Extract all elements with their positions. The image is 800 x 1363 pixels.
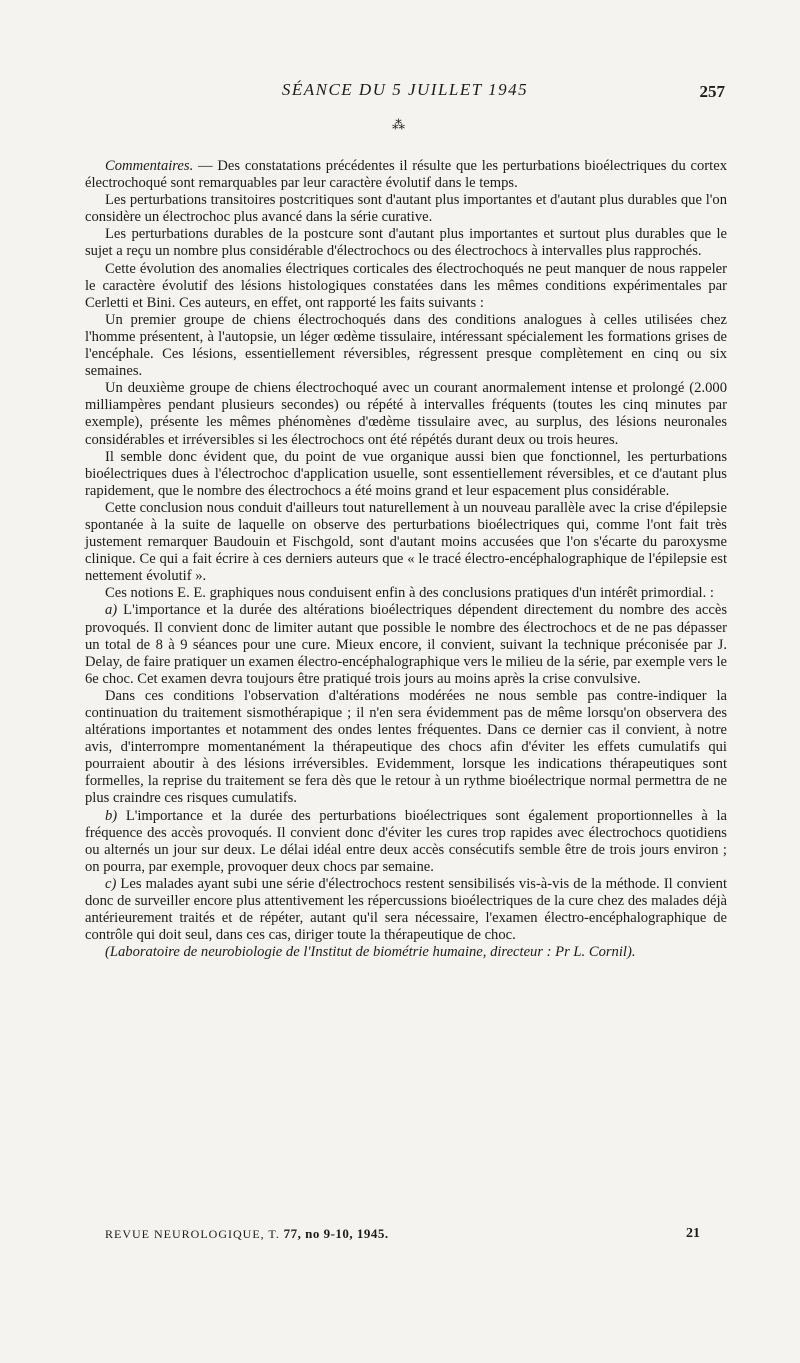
paragraph: Dans ces conditions l'observation d'altérations modérées ne nous semble pas contre-indiquer la continuation du traitement sismothérapique ; il n'en sera évidemment pas de même lorsqu'on observera des altérations importantes et notamment des ondes lentes fréquentes. Dans ce dernier cas il convient, à notre avis, d'interrompre momentanément la thérapeutique des chocs afin d'éviter les effets cumulatifs qui pourraient aboutir à des lésions irréversibles. Evidemment, lorsque les indications thérapeutiques sont formelles, la reprise du traitement se fera dès que le retour à un rythme bioélectrique normal permettra de ne plus craindre ces risques cumulatifs. [85, 687, 727, 807]
paragraph: Un deuxième groupe de chiens électrochoqué avec un courant anormalement intense et prolongé (2.000 milliampères pendant plusieurs secondes) ou répété à intervalles fréquents (toutes les cinq minutes par exemple), présente les mêmes phénomènes d'œdème tissulaire avec, au surplus, des lésions neuronales considérables et irréversibles si les électrochocs ont été répétés durant deux ou trois heures. [85, 380, 727, 448]
paragraph: Cette évolution des anomalies électriques corticales des électrochoqués ne peut manquer de nous rappeler le caractère évolutif des lésions histologiques constatées dans les mêmes conditions expérimentales par Cerletti et Bini. Ces auteurs, en effet, ont rapporté les faits suivants : [85, 260, 727, 311]
page-number: 257 [699, 82, 725, 101]
page-header [85, 80, 725, 104]
paragraph: Un premier groupe de chiens électrochoqués dans des conditions analogues à celles utilisées chez l'homme présentent, à l'autopsie, un léger œdème tissulaire, intéressant spécialement les formations grises de l'encéphale. Ces lésions, essentiellement réversibles, régressent presque complètement en cinq ou six semaines. [85, 311, 727, 380]
paragraph: Il semble donc évident que, du point de vue organique aussi bien que fonctionnel, les perturbations bioélectriques dues à l'électrochoc d'application usuelle, sont essentiellement réversibles, et ce d'autant plus rapidement, que le nombre des électrochocs a été moins grand et leur espacement plus considérable. [85, 448, 727, 499]
paragraph: Ces notions E. E. graphiques nous conduisent enfin à des conclusions pratiques d'un intérêt primordial. : [105, 585, 714, 602]
sheet-number: 21 [686, 1226, 700, 1241]
paragraph-text: Les malades ayant subi une série d'électrochocs restent sensibilisés vis-à-vis de la méthode. Il convient donc de surveiller encore plus attentivement les répercussions bioélectriques de la cure chez des malades déjà antérieurement traités et de répéter, autant qu'il sera nécessaire, l'examen électro-encéphalographique de contrôle qui doit seul, dans ces cas, diriger toute la thérapeutique de choc. [85, 875, 727, 944]
paragraph: Cette conclusion nous conduit d'ailleurs tout naturellement à un nouveau parallèle avec la crise d'épilepsie spontanée à la suite de laquelle on observe des perturbations bioélectriques qui, comme l'ont fait très justement remarquer Baudouin et Fischgold, sont d'autant moins accusées que l'on s'écarte du paroxysme clinique. Ce qui a fait écrire à ces derniers auteurs que « le tracé électro-encéphalographique de l'épilepsie est nettement évolutif ». [85, 499, 727, 585]
laboratory-note: (Laboratoire de neurobiologie de l'Institut de biométrie humaine, directeur : Pr L. Cornil). [105, 944, 636, 961]
paragraph-lead: Commentaires. [105, 158, 194, 174]
paragraph-lead: c) [105, 875, 117, 892]
asterism-ornament: ⁂ [392, 117, 408, 132]
paragraph-lead: b) [105, 807, 118, 824]
article-body [85, 158, 727, 961]
journal-name: REVUE NEUROLOGIQUE, T. [105, 1227, 280, 1241]
paragraph: Les perturbations durables de la postcure sont d'autant plus importantes et surtout plus durables que le sujet a reçu un nombre plus considérable d'électrochocs ou des électrochocs à intervalles plus rapprochés. [85, 226, 727, 260]
paragraph-lead: a) [105, 602, 118, 619]
paragraph-text: — Des constatations précédentes il résulte que les perturbations bioélectriques du cortex électrochoqué sont remarquables par leur caractère évolutif dans le temps. [85, 158, 727, 192]
paragraph-commentaires [85, 158, 727, 192]
paragraph: Les perturbations transitoires postcritiques sont d'autant plus importantes et d'autant plus durables que l'on considère un électrochoc plus avancé dans la série curative. [85, 192, 727, 226]
page-footer [105, 1226, 700, 1248]
paragraph-text: L'importance et la durée des perturbations bioélectriques sont également proportionnelles à la fréquence des accès provoqués. Il convient donc d'éviter les cures trop rapides avec électrochocs quotidiens ou alternés un jour sur deux. Le délai idéal entre deux accès consécutifs semble être de trois jours environ ; on pourra, par exemple, provoquer deux chocs par semaine. [85, 807, 727, 875]
paragraph-text: L'importance et la durée des altérations bioélectriques dépendent directement du nombre des accès provoqués. Il convient donc de limiter autant que possible le nombre des électrochocs et de ne pas dépasser un total de 8 à 9 séances pour une cure. Mieux encore, il convient, suivant la technique préconisée par J. Delay, de faire pratiquer un examen électro-encéphalographique vers le milieu de la série, par exemple vers le 6e choc. Cet examen devra toujours être pratiqué trois jours au moins après la crise convulsive. [85, 602, 727, 687]
paragraph-point-c [85, 876, 727, 944]
paragraph-point-a [85, 602, 727, 687]
journal-reference [105, 1226, 389, 1242]
running-title: SÉANCE DU 5 JUILLET 1945 [281, 80, 529, 99]
paragraph-point-b [85, 808, 727, 876]
journal-volume: 77, no 9-10, 1945. [279, 1226, 389, 1241]
